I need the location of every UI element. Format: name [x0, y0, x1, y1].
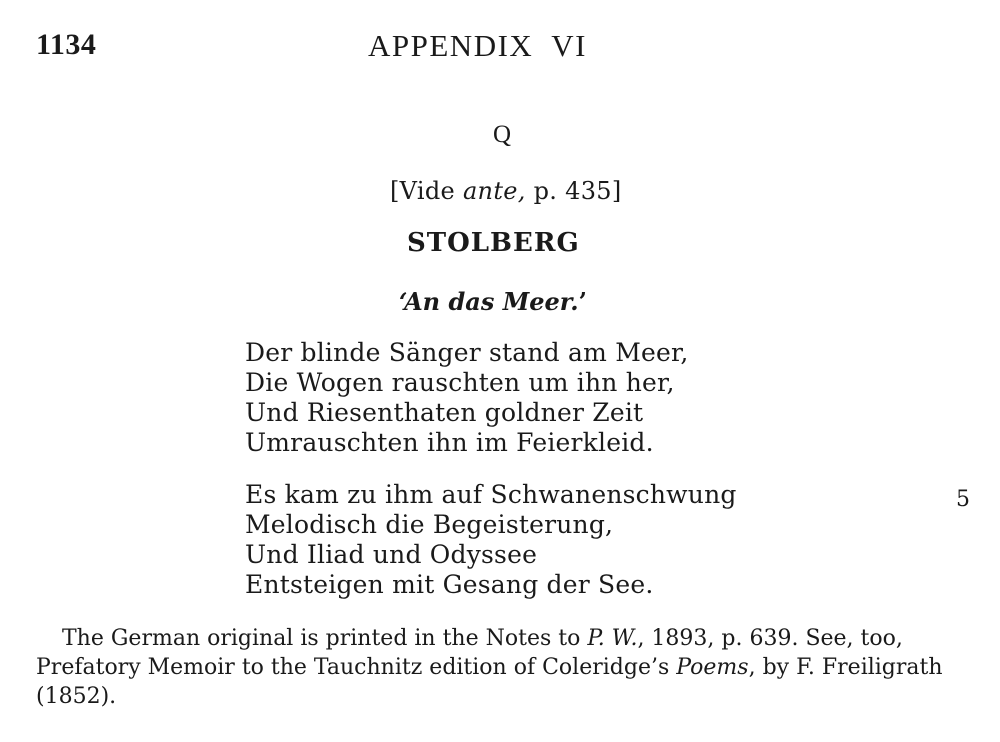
line-number: 5: [956, 487, 970, 512]
crossref-open: [Vide: [390, 177, 463, 205]
poem-line: Umrauschten ihn im Feierkleid.: [245, 428, 654, 457]
title-text: An das Meer.: [404, 287, 579, 316]
running-head: APPENDIX VI: [368, 28, 587, 63]
title-close-quote: ’: [578, 287, 587, 316]
cross-reference: [390, 177, 622, 205]
poem-line: Und Riesenthaten goldner Zeit: [245, 398, 644, 427]
stanza-2: [245, 480, 737, 600]
poem-line: Der blinde Sänger stand am Meer,: [245, 338, 689, 367]
note-poems-italic: Poems: [676, 655, 749, 680]
section-letter: Q: [493, 121, 512, 148]
note-part-1: The German original is printed in the Notes to: [62, 626, 588, 651]
title-open-quote: ‘: [399, 287, 405, 316]
note-part-3: , by F. Freiligrath (1852).: [36, 655, 943, 709]
poem-author: STOLBERG: [407, 228, 580, 258]
page-number: 1134: [36, 28, 97, 61]
poem-line: Und Iliad und Odyssee: [245, 540, 538, 569]
note-ref-italic: P. W.: [587, 626, 638, 651]
poem-line: Die Wogen rauschten um ihn her,: [245, 368, 675, 397]
crossref-close: p. 435]: [525, 177, 622, 205]
poem-line: Entsteigen mit Gesang der See.: [245, 570, 654, 599]
editorial-note: [36, 624, 981, 711]
poem-line: Es kam zu ihm auf Schwanenschwung: [245, 480, 737, 509]
crossref-italic: ante,: [462, 177, 526, 205]
poem-title: [399, 287, 587, 316]
stanza-1: [245, 338, 689, 458]
poem-line: Melodisch die Begeisterung,: [245, 510, 614, 539]
note-part-2: , 1893, p. 639. See, too, Prefatory Memoir to the Tauchnitz edition of Coleridge’s: [36, 626, 903, 680]
